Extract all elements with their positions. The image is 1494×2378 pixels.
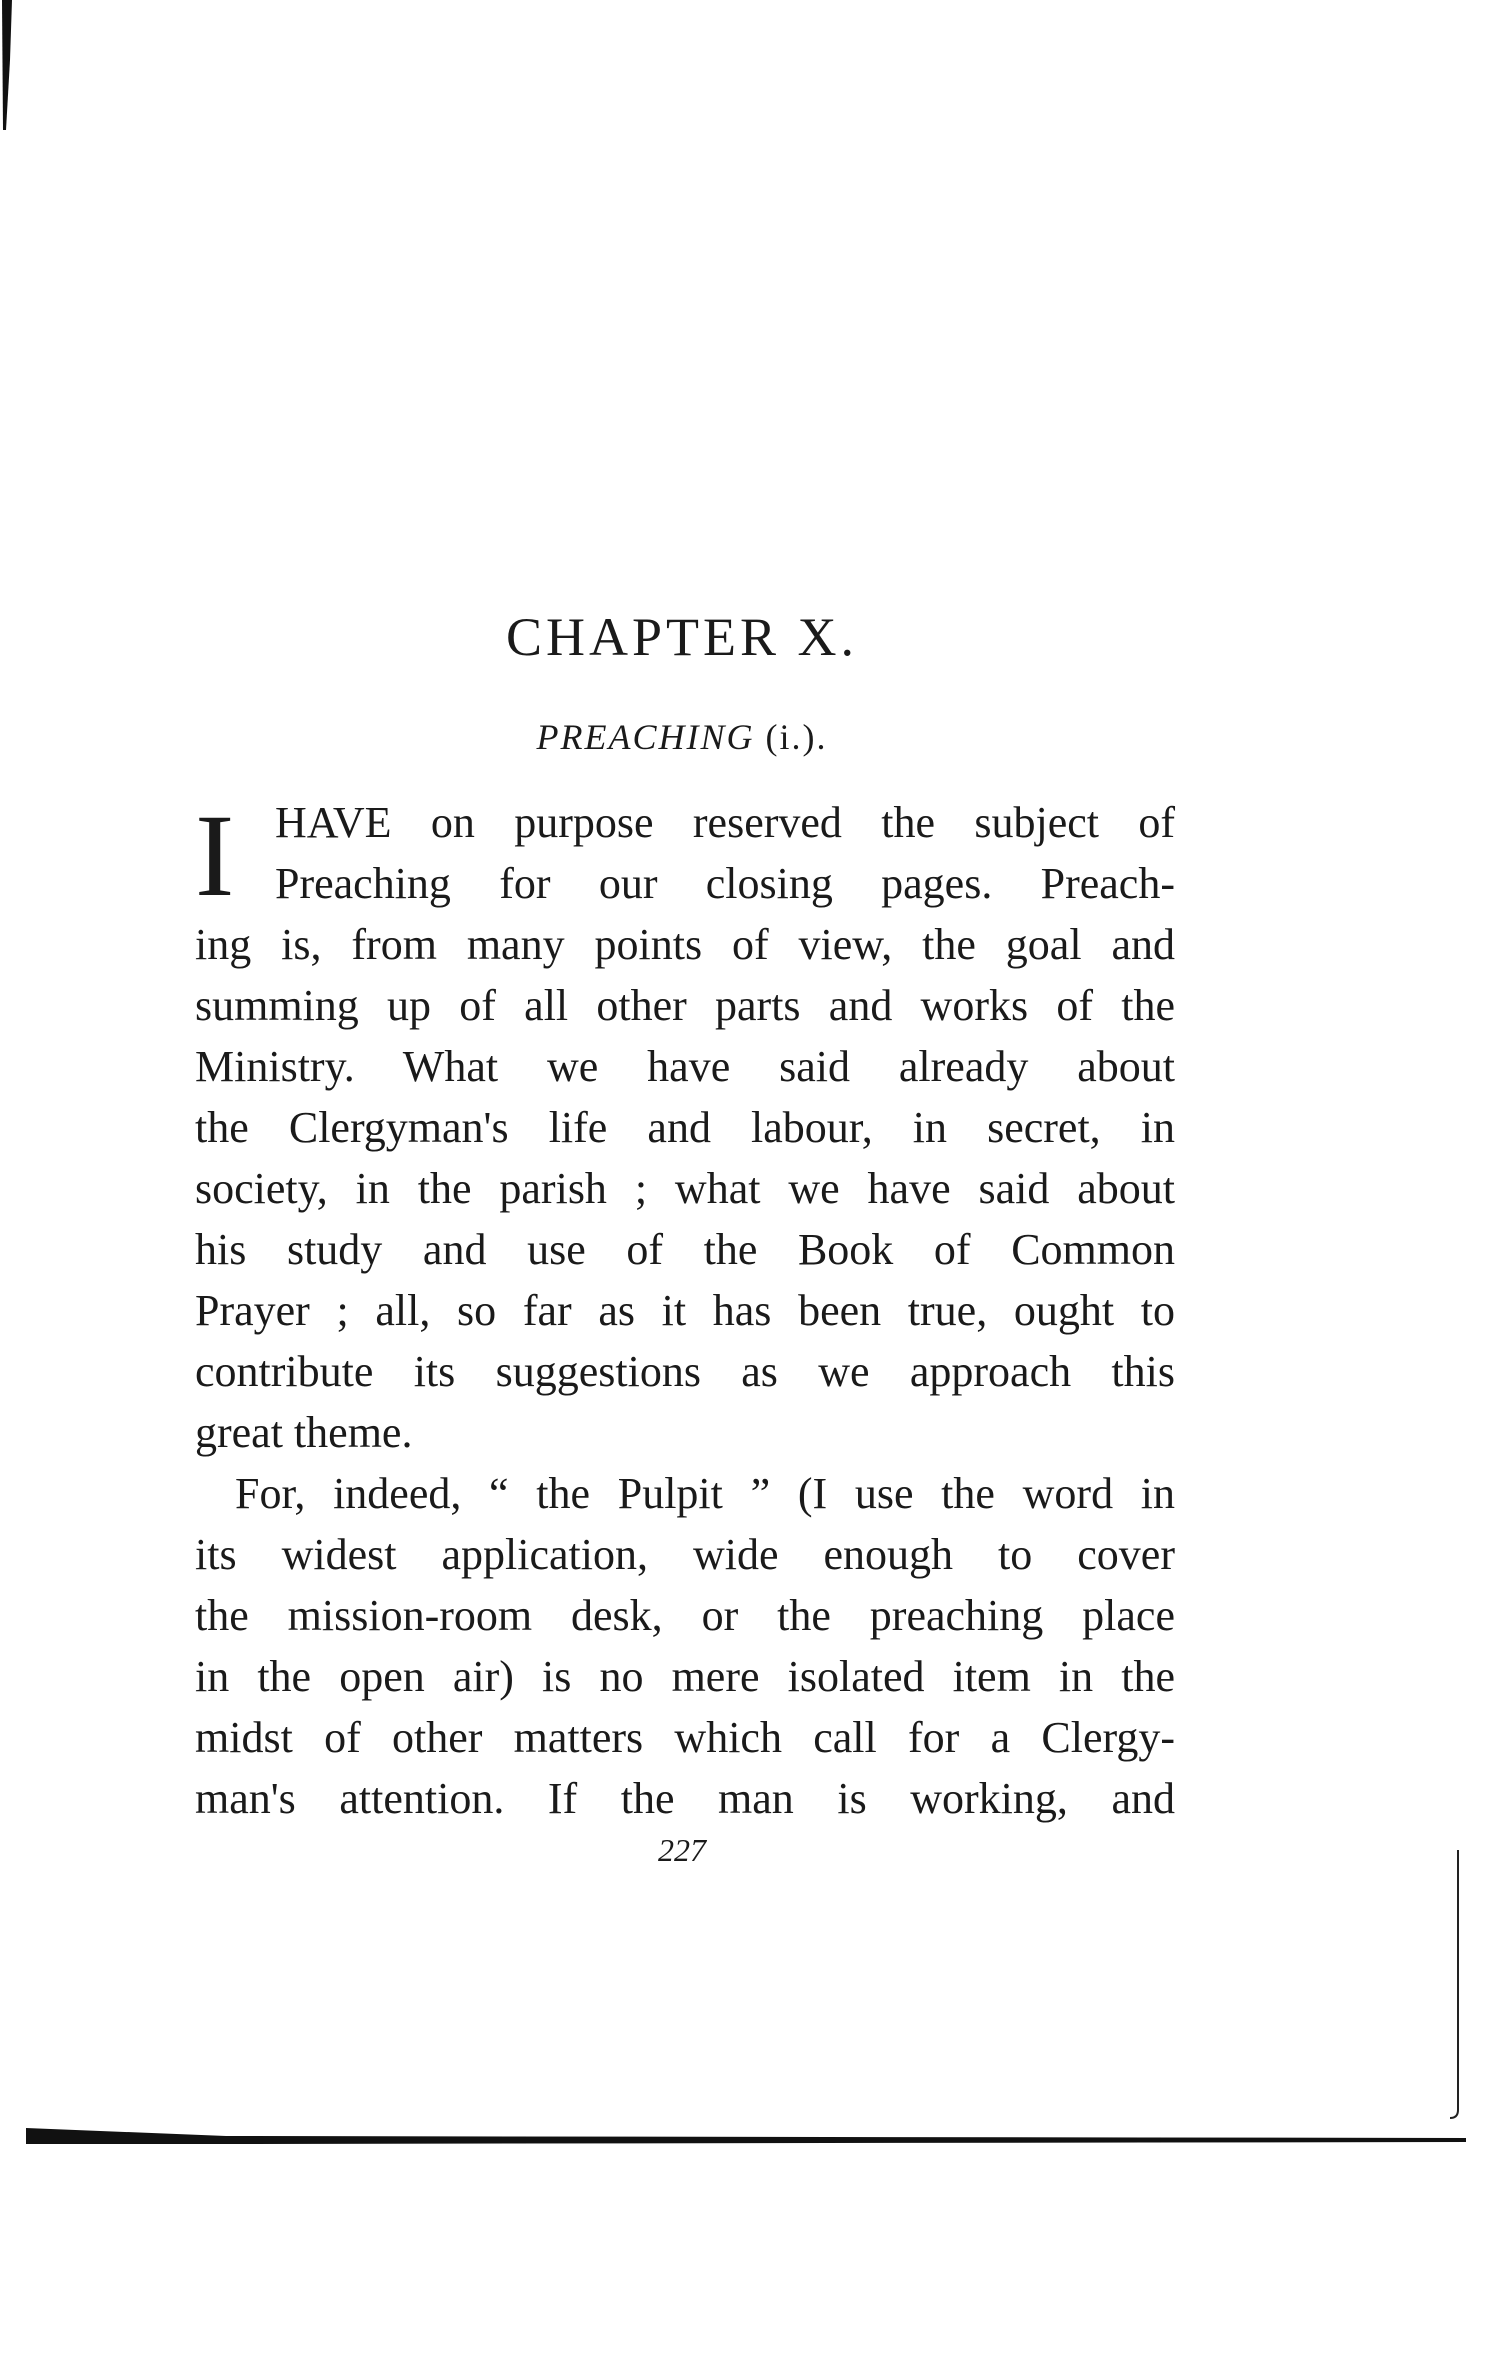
text-line: society, in the parish ; what we have said about xyxy=(195,1164,1175,1213)
drop-cap: I xyxy=(195,790,235,921)
page-bottom-edge xyxy=(26,2126,1466,2146)
text-line: ing is, from many points of view, the goal and xyxy=(195,920,1175,969)
scan-edge-line-right xyxy=(1448,1850,1468,2120)
text-line: his study and use of the Book of Common xyxy=(195,1225,1175,1274)
text-line: For, indeed, “ the Pulpit ” (I use the word in xyxy=(235,1469,1175,1518)
chapter-subtitle xyxy=(0,716,1364,758)
text-line: its widest application, wide enough to cover xyxy=(195,1530,1175,1579)
chapter-title: CHAPTER X. xyxy=(505,607,859,667)
text-line: Ministry. What we have said already about xyxy=(195,1042,1175,1091)
scan-edge-mark-left xyxy=(0,0,20,130)
text-line: HAVE on purpose reserved the subject of xyxy=(275,798,1175,847)
text-line: in the open air) is no mere isolated item in the xyxy=(195,1652,1175,1701)
text-line: summing up of all other parts and works of the xyxy=(195,981,1175,1030)
text-line: midst of other matters which call for a Clergy- xyxy=(195,1713,1175,1762)
text-line: contribute its suggestions as we approach this xyxy=(195,1347,1175,1396)
text-line: great theme. xyxy=(195,1408,413,1457)
chapter-subtitle-suffix: (i.). xyxy=(765,717,828,757)
text-line: the Clergyman's life and labour, in secret, in xyxy=(195,1103,1175,1152)
text-line: man's attention. If the man is working, and xyxy=(195,1774,1175,1823)
body-text xyxy=(195,792,1175,1829)
chapter-subtitle-word: PREACHING xyxy=(536,717,755,757)
text-line: Prayer ; all, so far as it has been true, ought to xyxy=(195,1286,1175,1335)
page-number: 227 xyxy=(658,1832,706,1868)
text-line: Preaching for our closing pages. Preach- xyxy=(275,859,1175,908)
text-line: the mission-room desk, or the preaching place xyxy=(195,1591,1175,1640)
